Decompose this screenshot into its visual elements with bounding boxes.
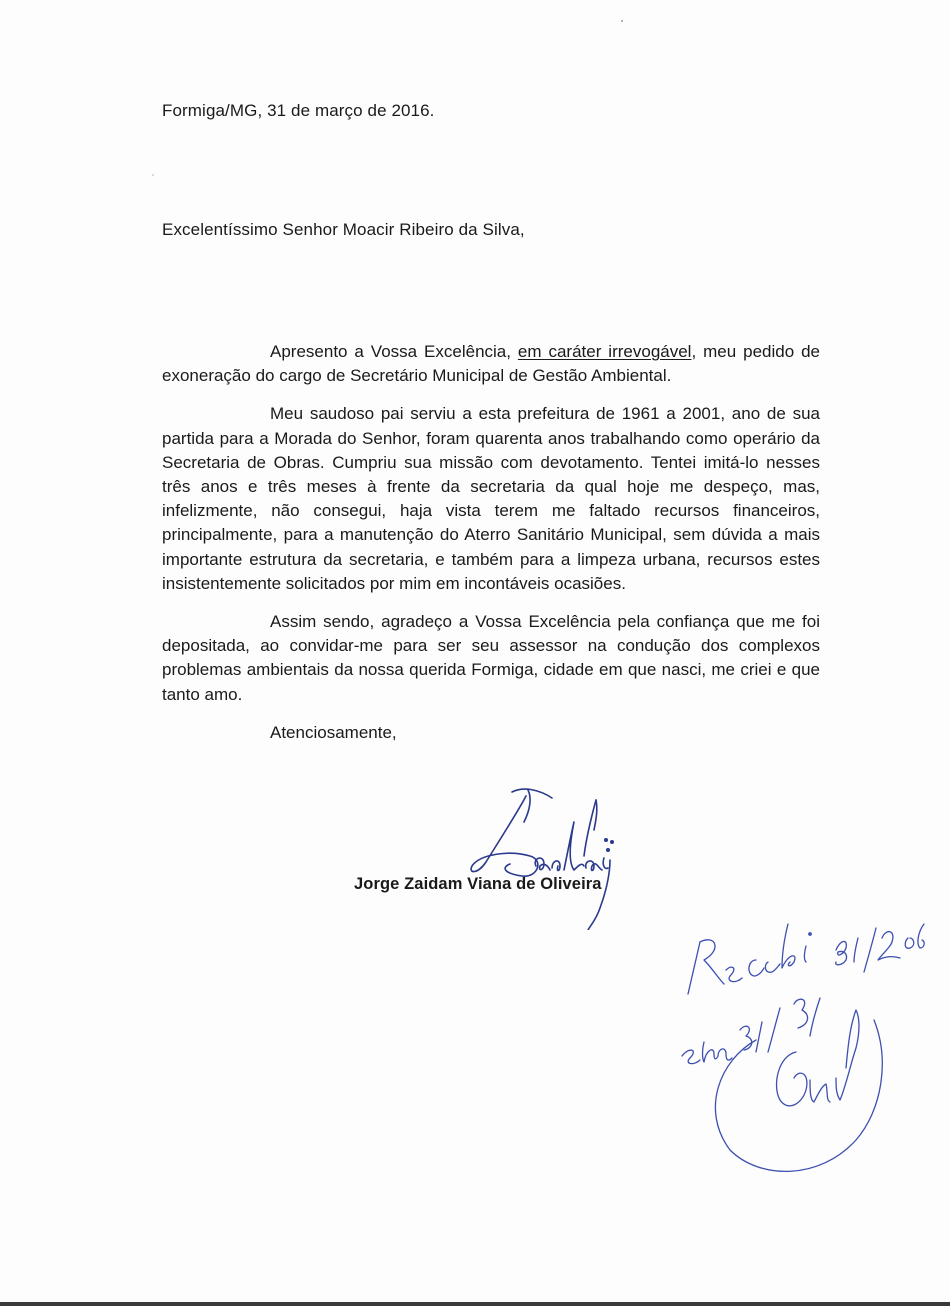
letter-body: [162, 340, 820, 745]
receipt-annotation-text: Recebi em 31/3/2016: [660, 890, 670, 891]
salutation: Excelentíssimo Senhor Moacir Ribeiro da Silva,: [162, 220, 525, 239]
handwritten-signature: [440, 770, 640, 930]
date-line: Formiga/MG, 31 de março de 2016.: [162, 101, 435, 120]
paragraph-resignation-start: Apresento a Vossa Excelência,: [270, 342, 518, 361]
signer-name: Jorge Zaidam Viana de Oliveira: [354, 875, 602, 893]
paragraph-resignation-end: , meu pedido de exoneração do cargo de Secretário Municipal de Gestão Ambiental.: [162, 342, 821, 386]
scan-speck: [621, 20, 623, 22]
receipt-annotation-stamp: [660, 890, 930, 1180]
scan-bottom-edge: [0, 1302, 950, 1306]
paragraph-gratitude: Assim sendo, agradeço a Vossa Excelência pela confiança que me foi depositada, ao convidar-me para ser seu assessor na condução dos complexos problemas ambientais da nossa querida Formiga, cidade em que nasci, me criei e que tanto amo.: [162, 612, 820, 704]
closing: Atenciosamente,: [270, 722, 397, 742]
paragraph-father-history: Meu saudoso pai serviu a esta prefeitura de 1961 a 2001, ano de sua partida para a Morada do Senhor, foram quarenta anos trabalhando como operário da Secretaria de Obras. Cumpriu sua missão com devotamento. Tentei imitá-lo nesses três anos e três meses à frente da secretaria da qual hoje me despeço, mas, infelizmente, não consegui, haja vista terem me faltado recursos financeiros, principalmente, para a manutenção do Aterro Sanitário Municipal, sem dúvida a mais importante estrutura da secretaria, e também para a limpeza urbana, recursos estes insistentemente solicitados por mim em incontáveis ocasiões.: [162, 404, 820, 593]
irrevocable-emphasis: em caráter irrevogável: [517, 342, 692, 361]
paragraph-resignation: [162, 340, 820, 388]
scan-speck: [152, 174, 154, 176]
